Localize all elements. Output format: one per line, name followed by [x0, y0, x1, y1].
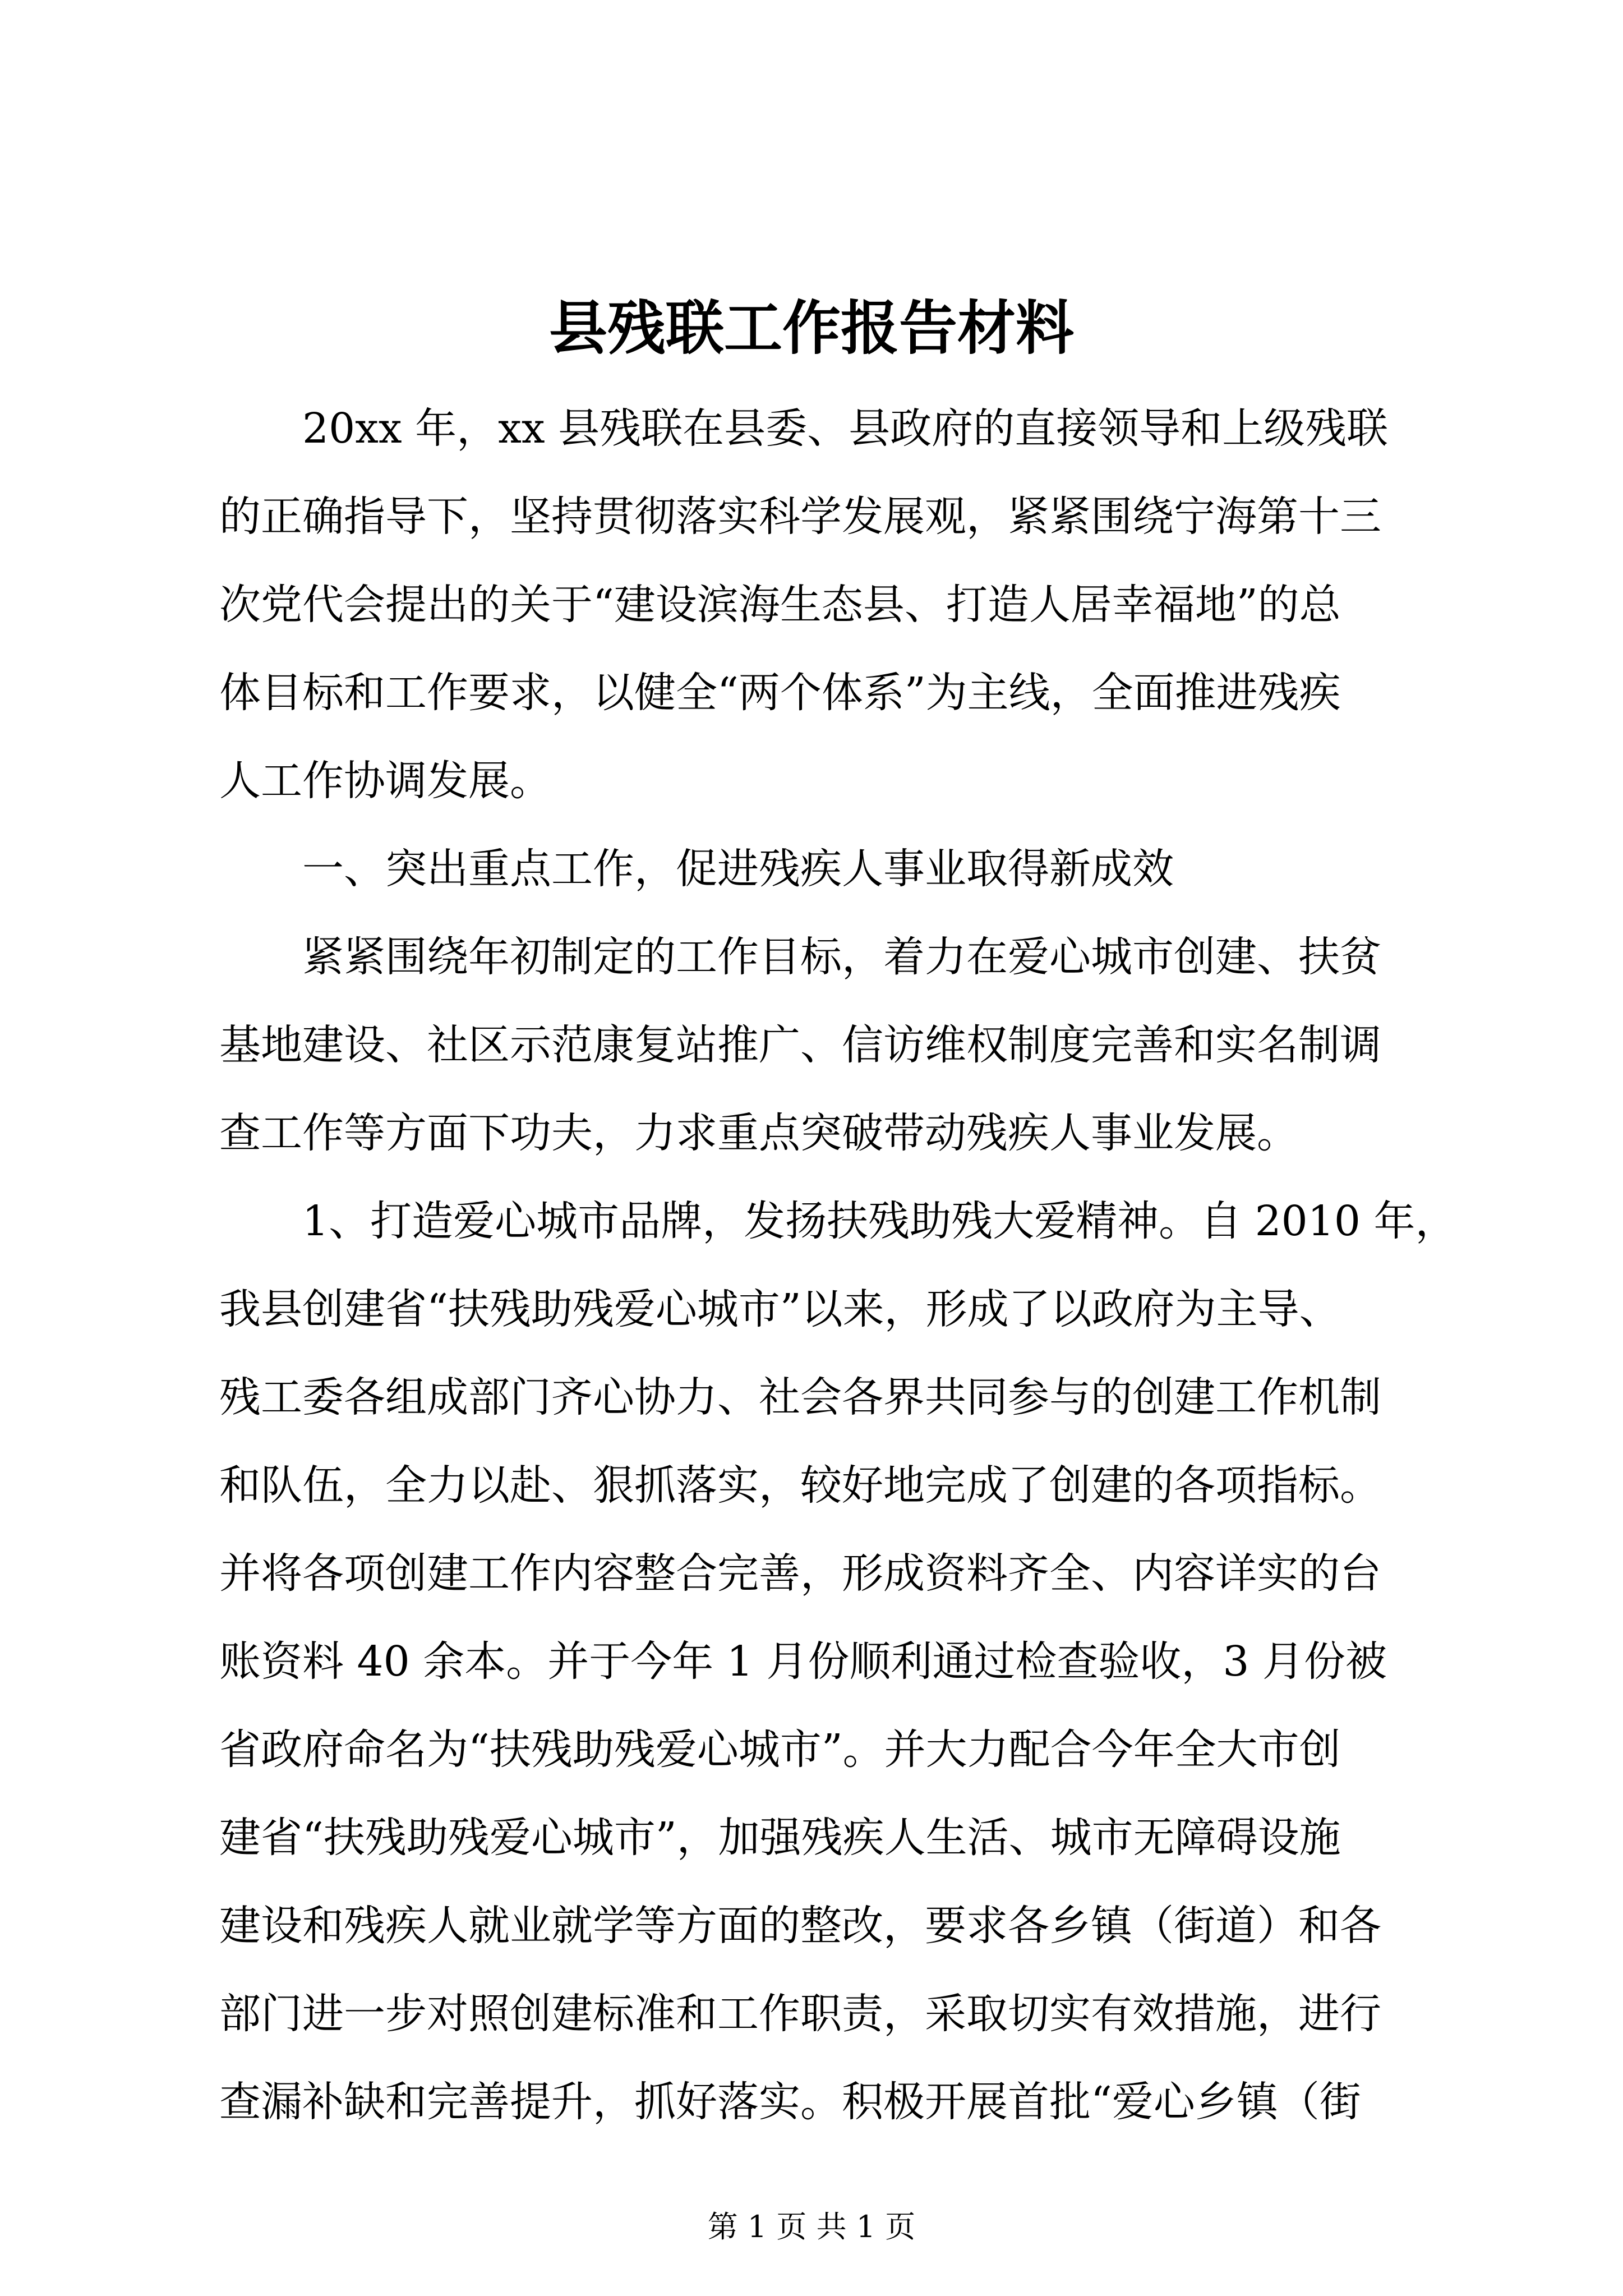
- text-line: 人工作协调发展。: [219, 757, 551, 805]
- text-line: 残工委各组成部门齐心协力、社会各界共同参与的创建工作机制: [219, 1373, 1381, 1421]
- text-line: 账资料 40 余本。并于今年 1 月份顺利通过检查验收，3 月份被: [219, 1637, 1387, 1686]
- text-line: 的正确指导下，坚持贯彻落实科学发展观，紧紧围绕宁海第十三: [219, 493, 1381, 541]
- section-heading: [219, 825, 1408, 913]
- document-body: [219, 385, 1457, 2146]
- text-line: 建设和残疾人就业就学等方面的整改，要求各乡镇（街道）和各: [219, 1902, 1381, 1950]
- text-line: 次党代会提出的关于“建设滨海生态县、打造人居幸福地”的总: [219, 581, 1341, 629]
- text-line: 紧紧围绕年初制定的工作目标，着力在爱心城市创建、扶贫: [302, 933, 1381, 981]
- text-line: 我县创建省“扶残助残爱心城市”以来，形成了以政府为主导、: [219, 1285, 1341, 1333]
- text-line: 查工作等方面下功夫，力求重点突破带动残疾人事业发展。: [219, 1109, 1298, 1157]
- text-line: 并将各项创建工作内容整合完善，形成资料齐全、内容详实的台: [219, 1549, 1381, 1598]
- paragraph-goals: [219, 913, 1408, 1177]
- text-line: 1、打造爱心城市品牌，发扬扶残助残大爱精神。自 2010 年，: [302, 1197, 1457, 1245]
- page-footer: 第 1 页 共 1 页: [707, 2209, 916, 2244]
- page-title: 县残联工作报告材料: [548, 293, 1074, 362]
- text-line: 部门进一步对照创建标准和工作职责，采取切实有效措施，进行: [219, 1990, 1381, 2038]
- text-line: 和队伍，全力以赴、狠抓落实，较好地完成了创建的各项指标。: [219, 1461, 1381, 1510]
- text-line: 建省“扶残助残爱心城市”，加强残疾人生活、城市无障碍设施: [219, 1814, 1341, 1862]
- text-line: 一、突出重点工作，促进残疾人事业取得新成效: [302, 845, 1174, 893]
- paragraph-intro: [219, 385, 1408, 825]
- text-line: 20xx 年，xx 县残联在县委、县政府的直接领导和上级残联: [302, 404, 1389, 453]
- text-line: 基地建设、社区示范康复站推广、信访维权制度完善和实名制调: [219, 1021, 1381, 1069]
- text-line: 查漏补缺和完善提升，抓好落实。积极开展首批“爱心乡镇（街: [219, 2078, 1361, 2126]
- text-line: 省政府命名为“扶残助残爱心城市”。并大力配合今年全大市创: [219, 1726, 1341, 1774]
- text-line: 体目标和工作要求，以健全“两个体系”为主线，全面推进残疾: [219, 669, 1341, 717]
- paragraph-caring-city: [219, 1177, 1457, 2146]
